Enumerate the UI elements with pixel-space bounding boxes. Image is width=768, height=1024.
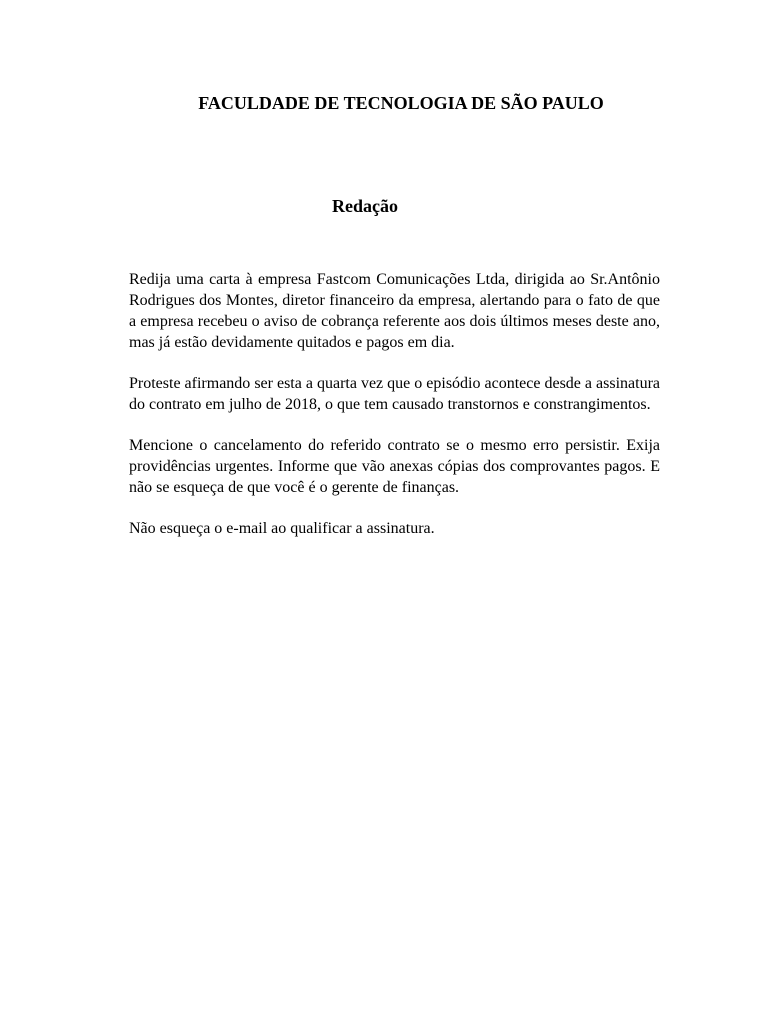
paragraph-protest: Proteste afirmando ser esta a quarta vez que o episódio acontece desde a assinatura do contrato em julho de 2018, o que tem causado transtornos e constrangimentos. [129, 375, 660, 413]
document-body [129, 269, 660, 539]
institution-heading: FACULDADE DE TECNOLOGIA DE SÃO PAULO [198, 93, 604, 113]
paragraph-email-reminder: Não esqueça o e-mail ao qualificar a assinatura. [129, 520, 435, 537]
section-title: Redação [332, 196, 398, 216]
paragraph-cancellation: Mencione o cancelamento do referido contrato se o mesmo erro persistir. Exija providências urgentes. Informe que vão anexas cópias dos comprovantes pagos. E não se esqueça de que você é o gerente de finanças. [129, 437, 660, 496]
paragraph-instructions: Redija uma carta à empresa Fastcom Comunicações Ltda, dirigida ao Sr.Antônio Rodrigues dos Montes, diretor financeiro da empresa, alertando para o fato de que a empresa recebeu o aviso de cobrança referente aos dois últimos meses deste ano, mas já estão devidamente quitados e pagos em dia. [129, 271, 660, 351]
